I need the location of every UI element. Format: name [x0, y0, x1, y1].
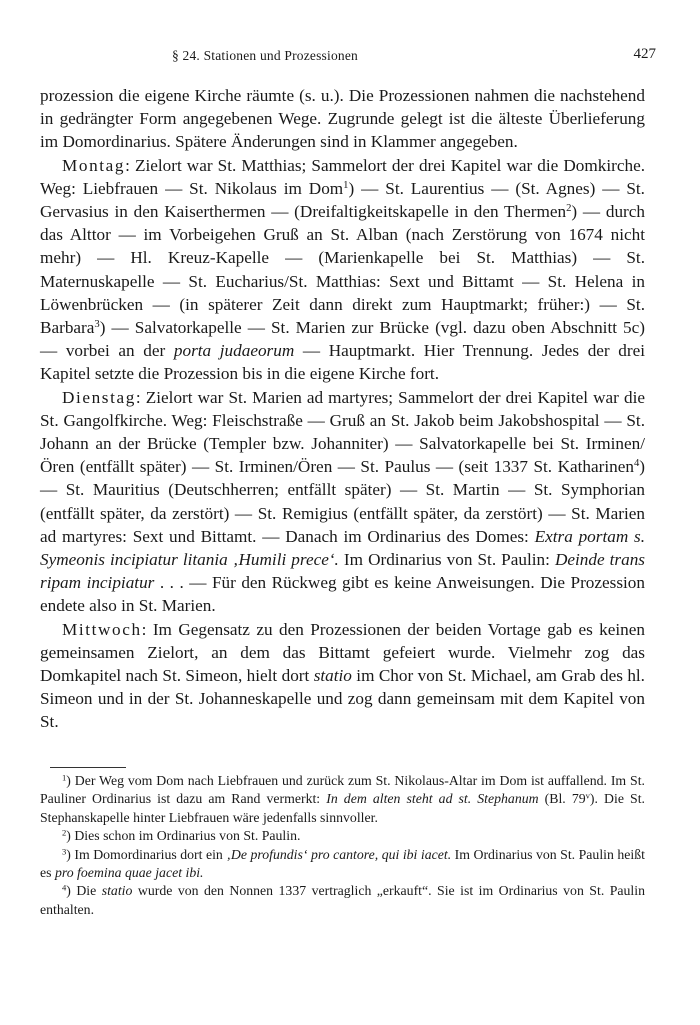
page-number: 427 — [633, 46, 656, 62]
italic-term: statio — [101, 883, 133, 899]
text-run: ) Im Domordinarius dort ein — [66, 846, 227, 862]
italic-quote: In dem alten steht ad st. Stephanum — [326, 791, 539, 807]
text-run: . . . — Für den Rückweg gibt es keine Anweisungen. Die Prozession endete also in St. Marien. — [40, 573, 645, 616]
italic-term: statio — [313, 666, 352, 686]
running-title: § 24. Stationen und Prozessionen — [172, 48, 359, 63]
footnote-3 — [40, 846, 645, 883]
footnotes — [40, 772, 645, 919]
day-heading-dienstag: Dienstag — [62, 387, 136, 407]
text-run: : Zielort war St. Matthias; Sammelort der drei Kapitel war die Domkirche. Weg: Liebfrauen — St. Nikolaus im Dom — [40, 155, 645, 198]
italic-latin: porta judaeorum — [173, 341, 295, 361]
italic-quote: ‚De profundis‘ pro cantore, qui ibi iacet. — [226, 846, 452, 862]
text-run: : Zielort war St. Marien ad martyres; Sammelort der drei Kapitel war die St. Gangolfkirche. Weg: Fleischstraße — Gruß an St. Jakob beim Jakobshospital — St. Johann an der Brücke (Templer bzw. Johanniter) — Salvatorkapelle bei St. Irminen/Ören (entfällt später) — St. Irminen/Ören — St. Paulus — (seit 1337 St. Katharinen — [40, 387, 645, 477]
text-run: im Chor von St. Michael, am Grab des hl. Simeon und in der St. Johanneskapelle und zog dann gemeinsam mit dem Kapitel von St. — [40, 666, 645, 732]
footnote-number: 3 — [62, 845, 67, 856]
italic-quote: pro foemina quae jacet ibi. — [54, 865, 204, 881]
paragraph-dienstag — [40, 386, 645, 618]
footnote-ref-4[interactable]: 4 — [633, 458, 640, 470]
text-run: Im Ordinarius von St. Paulin: — [338, 550, 555, 570]
paragraph-montag — [40, 154, 645, 386]
footnote-1 — [40, 772, 645, 827]
footnote-number: 1 — [62, 772, 67, 783]
footnote-rule — [50, 767, 126, 768]
text-run: ) — St. Laurentius — (St. Agnes) — St. Gervasius in den Kaiserthermen — (Dreifaltigkeitskapelle in den Thermen — [40, 178, 645, 222]
footnote-number: 4 — [62, 882, 67, 893]
text-run: ) — durch das Alttor — im Vorbeigehen Gruß an St. Alban (nach Zerstörung von 1674 nicht mehr) — Hl. Kreuz-Kapelle — (Marienkapelle bei St. Matthias) — St. Maternuskapelle — St. Eucharius/St. Matthias: Sext und Bittamt — St. Helena in Löwenbrücken — (in späterer Zeit dann direkt zum Hauptmarkt; früher:) — St. Barbara — [40, 202, 645, 338]
text-run: (Bl. 79 — [538, 791, 586, 807]
text-run: ). Die St. Stephanskapelle hinter Liebfrauen wäre jedenfalls sinnvoller. — [40, 791, 645, 825]
italic-latin: Extra portam s. Symeonis incipiatur litania ‚Humili prece‘. — [40, 526, 646, 570]
text-run: — Hauptmarkt. Hier Trennung. Jedes der drei Kapitel setzte die Prozession bis in die eigene Kirche fort. — [40, 341, 646, 384]
footnote-number: 2 — [62, 827, 67, 838]
text-run: wurde von den Nonnen 1337 vertraglich „erkauft“. Sie ist im Ordinarius von St. Paulin enthalten. — [40, 883, 645, 917]
paragraph-continuation: prozession die eigene Kirche räumte (s. u.). Die Prozessionen nahmen die nachstehend in gedrängter Form angegebenen Wege. Zugrunde gelegt ist die älteste Überlieferung im Domordinarius. Spätere Änderungen sind in Klammer angegeben. — [40, 86, 645, 152]
day-heading-montag: Montag — [62, 155, 126, 175]
footnote-ref-2[interactable]: 2 — [566, 203, 572, 215]
footnote-ref-1[interactable]: 1 — [343, 179, 349, 191]
paragraph-mittwoch — [40, 618, 645, 734]
day-heading-mittwoch: Mittwoch — [62, 619, 142, 639]
footnote-4 — [40, 882, 645, 919]
body-text — [40, 84, 645, 734]
text-run: ) — St. Mauritius (Deutschherren; entfällt später) — St. Martin — St. Symphorian (entfällt später, da zerstört) — St. Remigius (entfällt später, da zerstört) — St. Marien ad martyres: Sext und Bittamt. — Danach im Ordinarius des Domes: — [40, 457, 645, 546]
footnote-ref-3[interactable]: 3 — [94, 319, 100, 331]
text-run: Im Ordinarius von St. Paulin heißt es — [40, 846, 645, 881]
footnote-2 — [40, 827, 645, 845]
italic-latin: Deinde trans ripam incipiatur — [40, 550, 645, 593]
text-run: ) Dies schon im Ordinarius von St. Paulin. — [66, 828, 301, 844]
text-run: ) Die — [66, 883, 102, 899]
verso-mark: v — [585, 790, 590, 801]
running-header — [40, 46, 662, 66]
text-run: : Im Gegensatz zu den Prozessionen der beiden Vortage gab es keinen gemeinsamen Zielort, an dem das Bittamt gefeiert wurde. Vielmehr zog das Domkapitel nach St. Simeon, hielt dort — [40, 619, 645, 686]
text-run: ) Der Weg vom Dom nach Liebfrauen und zurück zum St. Nikolaus-Altar im Dom ist auffallend. Im St. Pauliner Ordinarius ist dazu am Rand vermerkt: — [40, 773, 645, 807]
text-run: ) — Salvatorkapelle — St. Marien zur Brücke (vgl. dazu oben Abschnitt 5c) — vorbei an der — [40, 318, 645, 361]
